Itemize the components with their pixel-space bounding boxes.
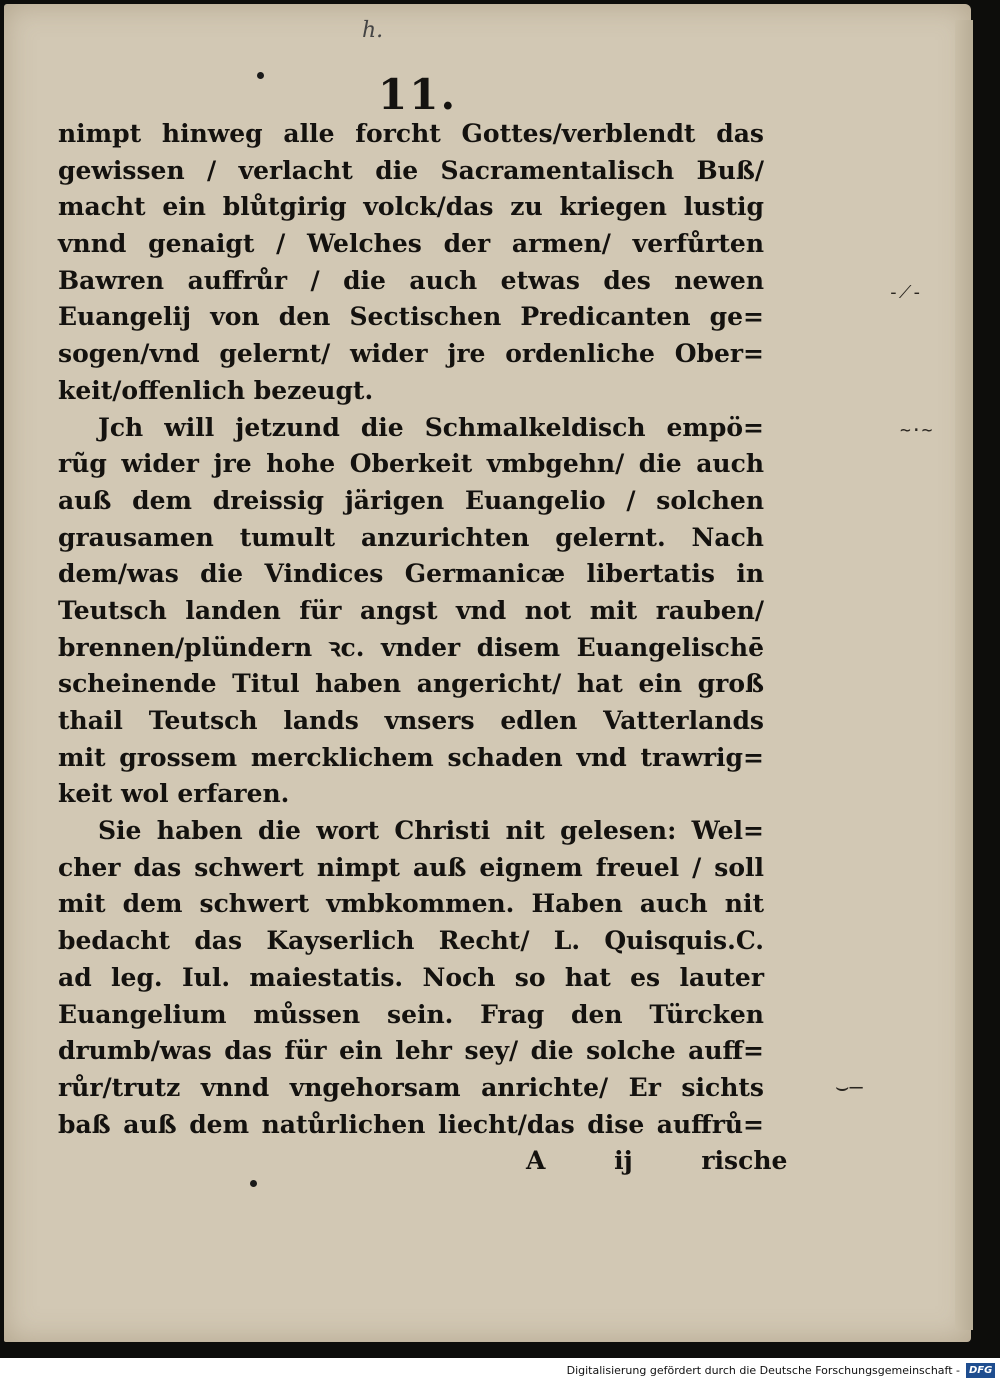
text-line: mit dem schwert vmbkommen. Haben auch nit [58, 889, 764, 919]
text-line: růr/trutz vnnd vngehorsam anrichte/ Er sichts [58, 1072, 764, 1102]
text-line: keit wol erfaren. [58, 779, 290, 809]
body-text [58, 116, 788, 1180]
text-line: nimpt hinweg alle forcht Gottes/verblendt das [58, 119, 764, 148]
text-line: grausamen tumult anzurichten gelernt. Nach [58, 522, 764, 552]
catchword: rische [701, 1146, 788, 1176]
text-line: bedacht das Kayserlich Recht/ L. Quisquis.C. [58, 926, 764, 956]
text-line: gewissen / verlacht die Sacramentalisch Buß/ [58, 155, 764, 185]
text-line: macht ein blůtgirig volck/das zu kriegen lustig [58, 192, 764, 222]
text-line: auß dem dreissig järigen Euangelio / solchen [58, 485, 764, 515]
catchline [58, 1143, 788, 1180]
text-line: keit/offenlich bezeugt. [58, 375, 374, 405]
text-line: drumb/was das für ein lehr sey/ die solche auff= [58, 1036, 764, 1066]
text-line: Teutsch landen für angst vnd not mit rauben/ [58, 595, 764, 625]
text-line: Bawren auffrůr / die auch etwas des newen [58, 265, 764, 295]
text-line: brennen/plündern ꝛc. vnder disem Euangelischē [58, 632, 764, 662]
text-line: ad leg. Iul. maiestatis. Noch so hat es lauter [58, 962, 764, 992]
signature-mark: A ij [526, 1146, 633, 1176]
dfg-logo: DFG [966, 1363, 995, 1378]
text-line: mit grossem mercklichem schaden vnd trawrig= [58, 742, 764, 772]
text-line: cher das schwert nimpt auß eignem freuel / soll [58, 852, 764, 882]
text-line: Euangelij von den Sectischen Predicanten ge= [58, 302, 764, 332]
text-line: dem/was die Vindices Germanicæ libertatis in [58, 559, 764, 589]
ink-dot [257, 72, 264, 79]
text-line: thail Teutsch lands vnsers edlen Vatterlands [58, 706, 764, 735]
text-line: baß auß dem natůrlichen liecht/das dise auffrů= [58, 1109, 764, 1139]
paragraph-start-line: Sie haben die wort Christi nit gelesen: Wel= [98, 816, 764, 846]
text-line: sogen/vnd gelernt/ wider jre ordenliche Ober= [58, 339, 764, 369]
page-edge [955, 20, 973, 1330]
text-line: Euangelium můssen sein. Frag den Türcken [58, 999, 764, 1029]
paragraph-start-line: Jch will jetzund die Schmalkeldisch empö= [98, 412, 764, 442]
margin-mark: ~·~ [900, 420, 933, 441]
ink-dot [250, 1180, 257, 1187]
pencil-annotation: h. [362, 18, 384, 43]
margin-mark: -⟋- [888, 282, 923, 303]
text-line: scheinende Titul haben angericht/ hat ein groß [58, 669, 764, 699]
funding-credit: Digitalisierung gefördert durch die Deutsche Forschungsgemeinschaft - [566, 1364, 960, 1377]
text-line: rũg wider jre hohe Oberkeit vmbgehn/ die auch [58, 449, 764, 479]
text-line: vnnd genaigt / Welches der armen/ verfůrten [58, 229, 764, 259]
folio-number: 11. [378, 70, 458, 119]
margin-mark: ⌣— [835, 1075, 863, 1100]
